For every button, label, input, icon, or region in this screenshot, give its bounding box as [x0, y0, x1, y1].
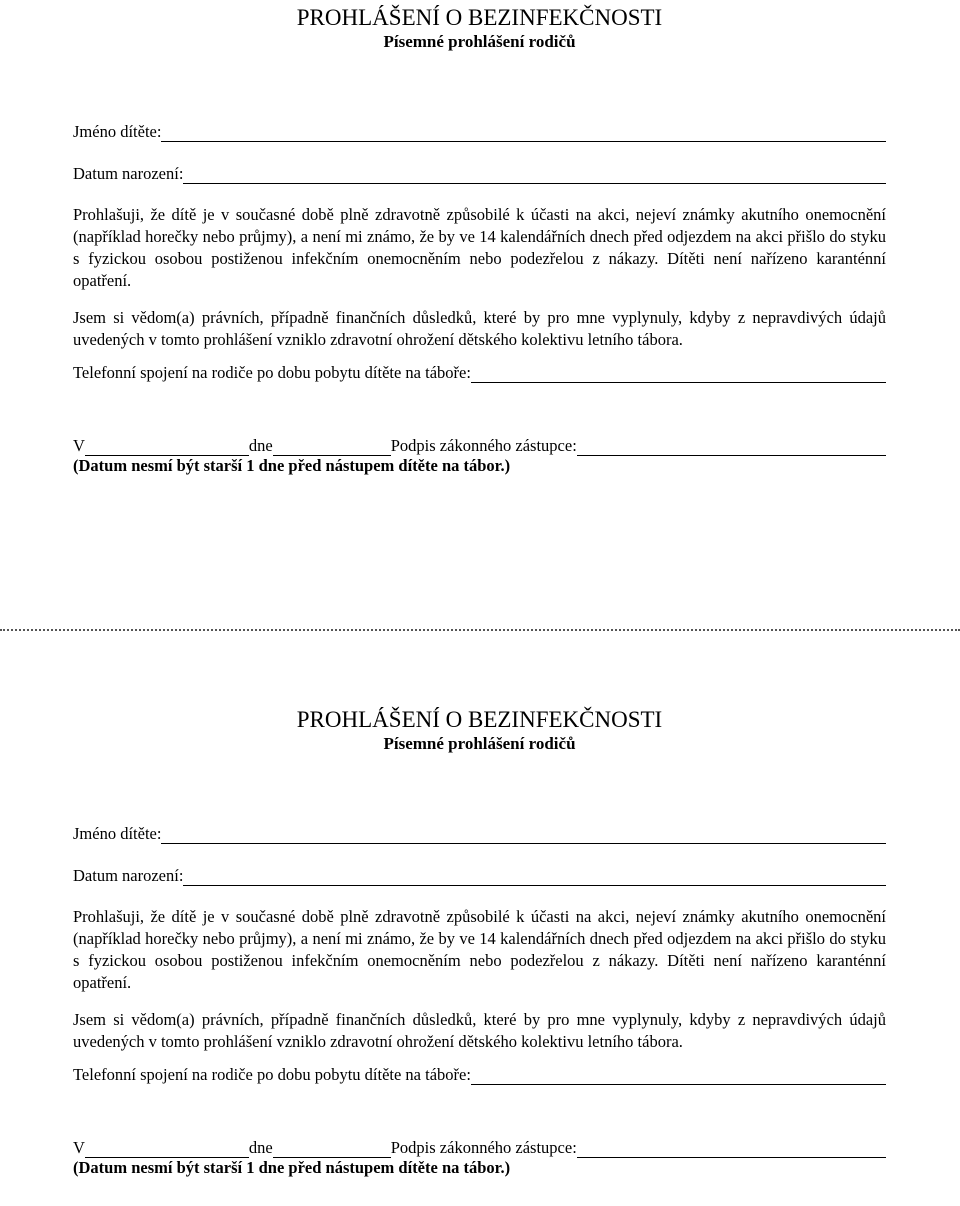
- birth-date-label: Datum narození:: [73, 164, 184, 183]
- birth-date-row: [73, 866, 886, 886]
- signature-label: Podpis zákonného zástupce:: [390, 436, 577, 455]
- signature-field[interactable]: [577, 440, 886, 456]
- declaration-form-1: [73, 0, 886, 476]
- birth-date-field[interactable]: [183, 870, 886, 886]
- child-name-label: Jméno dítěte:: [73, 824, 162, 843]
- form-subtitle: Písemné prohlášení rodičů: [383, 32, 576, 51]
- birth-date-label: Datum narození:: [73, 866, 184, 885]
- child-name-row: [73, 824, 886, 844]
- phone-field[interactable]: [471, 367, 886, 383]
- child-name-field[interactable]: [161, 126, 886, 142]
- date-label: dne: [248, 1138, 273, 1157]
- liability-paragraph: Jsem si vědom(a) právních, případně finančních důsledků, které by pro mne vyplynuly, kdyby z nepravdivých údajů uvedených v tomto prohlášení vzniklo zdravotní ohrožení dětského kolektivu letního tábora.: [73, 308, 886, 349]
- liability-paragraph: Jsem si vědom(a) právních, případně finančních důsledků, které by pro mne vyplynuly, kdyby z nepravdivých údajů uvedených v tomto prohlášení vzniklo zdravotní ohrožení dětského kolektivu letního tábora.: [73, 1010, 886, 1051]
- date-note: (Datum nesmí být starší 1 dne před nástupem dítěte na tábor.): [73, 1158, 511, 1177]
- birth-date-field[interactable]: [183, 168, 886, 184]
- form-subtitle: Písemné prohlášení rodičů: [383, 734, 576, 753]
- date-field[interactable]: [273, 1142, 391, 1158]
- place-field[interactable]: [85, 440, 249, 456]
- date-label: dne: [248, 436, 273, 455]
- phone-field[interactable]: [471, 1069, 886, 1085]
- declaration-paragraph: Prohlašuji, že dítě je v současné době plně zdravotně způsobilé k účasti na akci, nejeví známky akutního onemocnění (například horečky nebo průjmy), a není mi známo, že by ve 14 kalendářních dnech před odjezdem na akci přišlo do styku s fyzickou osobou postiženou infekčním onemocněním nebo podezřelou z nákazy. Dítěti není nařízeno karanténní opatření.: [73, 907, 886, 992]
- child-name-label: Jméno dítěte:: [73, 122, 162, 141]
- place-label: V: [73, 436, 85, 455]
- signature-label: Podpis zákonného zástupce:: [390, 1138, 577, 1157]
- signature-row: [73, 1138, 886, 1158]
- form-title: PROHLÁŠENÍ O BEZINFEKČNOSTI: [296, 5, 663, 30]
- declaration-form-2: [73, 702, 886, 1178]
- declaration-paragraph: Prohlašuji, že dítě je v současné době plně zdravotně způsobilé k účasti na akci, nejeví známky akutního onemocnění (například horečky nebo průjmy), a není mi známo, že by ve 14 kalendářních dnech před odjezdem na akci přišlo do styku s fyzickou osobou postiženou infekčním onemocněním nebo podezřelou z nákazy. Dítěti není nařízeno karanténní opatření.: [73, 205, 886, 290]
- child-name-field[interactable]: [161, 828, 886, 844]
- child-name-row: [73, 122, 886, 142]
- birth-date-row: [73, 164, 886, 184]
- phone-label: Telefonní spojení na rodiče po dobu pobytu dítěte na táboře:: [73, 1065, 471, 1084]
- date-note: (Datum nesmí být starší 1 dne před nástupem dítěte na tábor.): [73, 456, 511, 475]
- place-field[interactable]: [85, 1142, 249, 1158]
- place-label: V: [73, 1138, 85, 1157]
- phone-row: [73, 1065, 886, 1085]
- cut-line-separator: [0, 629, 960, 631]
- signature-row: [73, 436, 886, 456]
- phone-label: Telefonní spojení na rodiče po dobu pobytu dítěte na táboře:: [73, 363, 471, 382]
- phone-row: [73, 363, 886, 383]
- date-field[interactable]: [273, 440, 391, 456]
- signature-field[interactable]: [577, 1142, 886, 1158]
- form-title: PROHLÁŠENÍ O BEZINFEKČNOSTI: [296, 707, 663, 732]
